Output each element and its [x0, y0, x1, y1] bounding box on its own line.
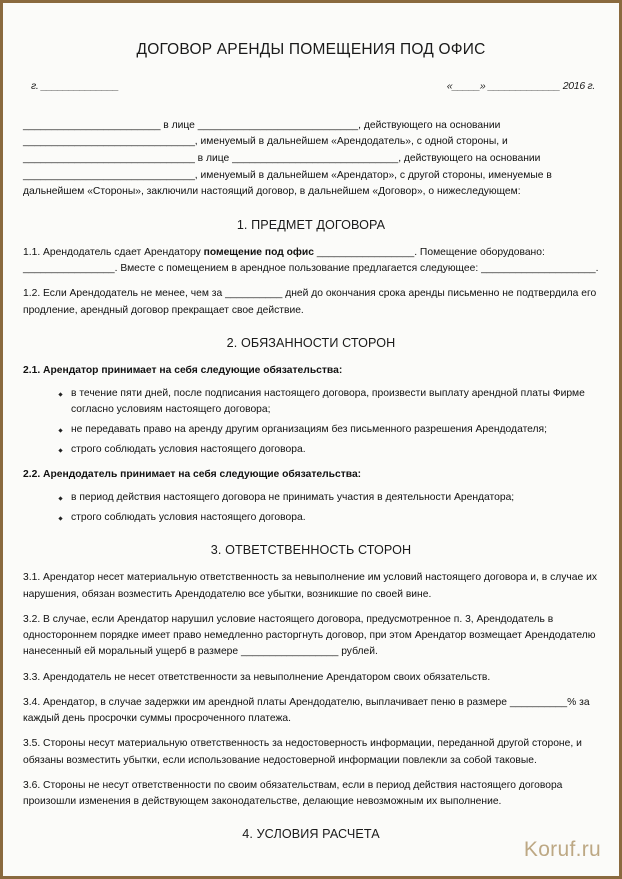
clause-1-1	[21, 245, 601, 278]
city-field[interactable]: г. ______________	[31, 79, 119, 92]
clause-1-1-post: _________________. Помещение оборудовано: ________________. Вместе с помещением в арендное пользование предлагается следующее: ____________________.	[23, 246, 599, 275]
section-heading-payment-terms: 4. УСЛОВИЯ РАСЧЕТА	[242, 827, 380, 842]
section-heading-liability: 3. ОТВЕТСТВЕННОСТЬ СТОРОН	[210, 543, 412, 558]
clause-2-1: 2.1. Арендатор принимает на себя следующие обязательства:	[23, 365, 343, 377]
list-item: в течение пяти дней, после подписания настоящего договора, произвести выплату арендной платы Фирме согласно условиям настоящего договора;	[59, 386, 601, 418]
clause-1-2: 1.2. Если Арендодатель не менее, чем за __________ дней до окончания срока аренды письменно не подтвердила его продление, арендный договор прекращает свое действие.	[23, 288, 597, 316]
page-title: ДОГОВОР АРЕНДЫ ПОМЕЩЕНИЯ ПОД ОФИС	[136, 41, 486, 58]
clause-3-4: 3.4. Арендатор, в случае задержки им арендной платы Арендодателю, выплачивает пеню в размере __________% за каждый день просрочки суммы просроченного платежа.	[23, 696, 590, 725]
list-item: строго соблюдать условия настоящего договора.	[59, 442, 601, 458]
clause-1-1-emphasis: помещение под офис	[203, 246, 314, 258]
clause-1-1-pre: 1.1. Арендодатель сдает Арендатору	[23, 246, 204, 258]
obligations-tenant-list	[21, 386, 601, 458]
list-item: не передавать право на аренду другим организациям без письменного разрешения Арендодателя;	[59, 422, 601, 438]
obligations-landlord-list	[21, 490, 601, 526]
section-heading-subject: 1. ПРЕДМЕТ ДОГОВОРА	[236, 217, 386, 232]
list-item: строго соблюдать условия настоящего договора.	[59, 510, 601, 526]
clause-3-5: 3.5. Стороны несут материальную ответственность за недостоверность информации, переданной другой стороне, и обязаны возместить убытки, если использование недостоверной информации повлекли за собой таковые.	[23, 738, 582, 766]
clause-2-2: 2.2. Арендодатель принимает на себя следующие обязательства:	[23, 469, 362, 481]
city-date-row	[21, 80, 601, 92]
clause-3-1: 3.1. Арендатор несет материальную ответственность за невыполнение им условий настоящего договора и, в случае их нарушения, обязан возместить Арендодателю все убытки, возникшие по своей вине.	[23, 572, 597, 600]
document-sheet	[3, 3, 619, 876]
site-watermark: Koruf.ru	[523, 838, 601, 861]
date-field[interactable]: «_____» _____________ 2016 г.	[446, 79, 595, 92]
section-heading-obligations: 2. ОБЯЗАННОСТИ СТОРОН	[226, 336, 396, 351]
clause-3-2: 3.2. В случае, если Арендатор нарушил условие настоящего договора, предусмотренное п. 3, Арендодатель в одностороннем порядке имеет право немедленно расторгнуть договор, при этом Арендатор возмещает Арендодателю нанесенный ей моральный ущерб в размере _________________ рублей.	[23, 613, 596, 658]
clause-3-3: 3.3. Арендодатель не несет ответственности за невыполнение Арендатором своих обязательств.	[23, 671, 491, 683]
list-item: в период действия настоящего договора не принимать участия в деятельности Арендатора;	[59, 490, 601, 506]
preamble-paragraph: ________________________ в лице ____________________________, действующего на основании ______________________________, именуемый в дальнейшем «Арендодатель», с одной стороны, и ______________________________ в лице _____________________________, действующего на основании ______________________________, именуемый в дальнейшем «Арендатор», с другой стороны, именуемые в дальнейшем «Стороны», заключили настоящий договор, в дальнейшем «Договор», о нижеследующем:	[23, 119, 552, 198]
clause-3-6: 3.6. Стороны не несут ответственности по своим обязательствам, если в период действия настоящего договора произошли изменения в действующем законодательстве, делающие невозможным их выполнение.	[23, 779, 563, 808]
